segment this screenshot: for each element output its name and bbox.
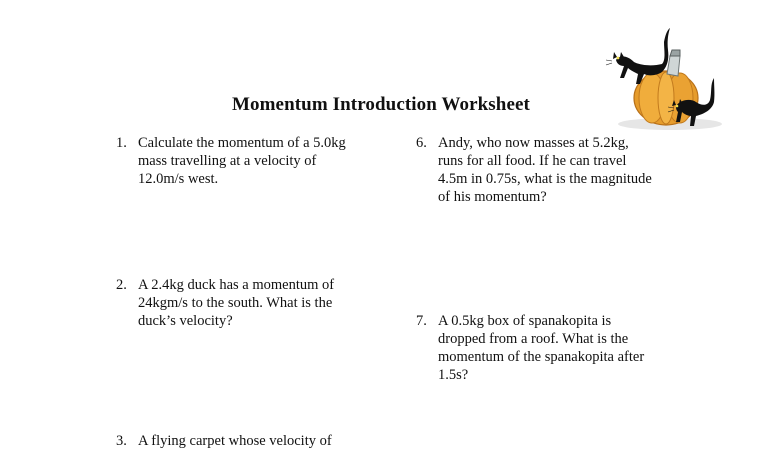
question-number: 7. — [416, 313, 427, 329]
question-line: 12.0m/s west. — [138, 171, 219, 187]
question-line: A 2.4kg duck has a momentum of — [138, 277, 335, 293]
question-number: 6. — [416, 135, 427, 151]
question-line: momentum of the spanakopita after — [438, 349, 645, 365]
question-line: mass travelling at a velocity of — [138, 153, 317, 169]
question-line: A 0.5kg box of spanakopita is — [438, 313, 612, 329]
question-line: duck’s velocity? — [138, 313, 233, 329]
question-line: Andy, who now masses at 5.2kg, — [438, 135, 629, 151]
question-text — [438, 134, 688, 206]
question-line: Calculate the momentum of a 5.0kg — [138, 135, 346, 151]
question-line: 24kgm/s to the south. What is the — [138, 295, 333, 311]
cats-pumpkin-icon — [604, 26, 728, 134]
question-text — [138, 432, 368, 450]
question-line: 1.5s? — [438, 367, 469, 383]
page-title: Momentum Introduction Worksheet — [232, 94, 530, 115]
question-line: A flying carpet whose velocity of — [138, 433, 332, 449]
question-text — [138, 134, 368, 188]
question-number: 3. — [116, 433, 127, 449]
question-text — [438, 312, 688, 384]
question-line: 4.5m in 0.75s, what is the magnitude — [438, 171, 652, 187]
question-number: 2. — [116, 277, 127, 293]
question-text — [138, 276, 368, 330]
question-line: runs for all food. If he can travel — [438, 153, 627, 169]
question-number: 1. — [116, 135, 127, 151]
question-line: of his momentum? — [438, 189, 547, 205]
question-line: dropped from a roof. What is the — [438, 331, 629, 347]
